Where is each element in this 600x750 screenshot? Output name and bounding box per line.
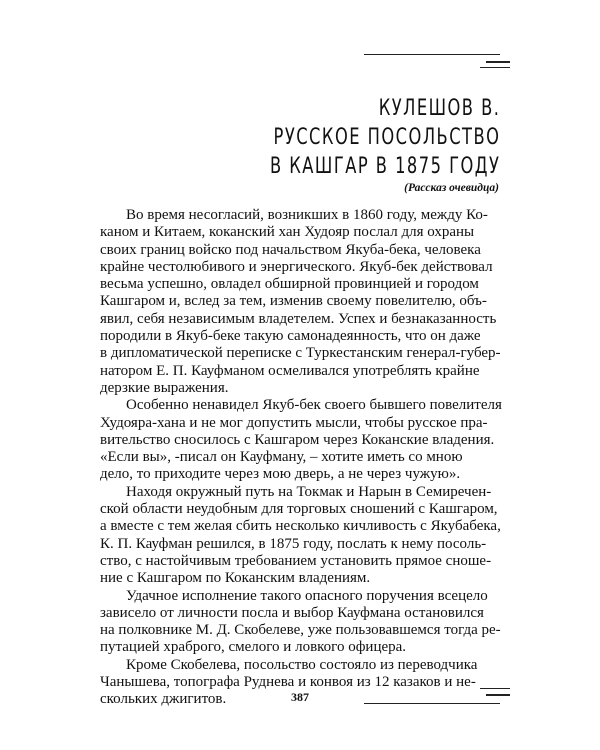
text-line: весьма успешно, овладел обширной провинцией и городом (100, 276, 479, 293)
text-line: Чанышева, топографа Руднева и конвоя из 12 казаков и не- (100, 674, 476, 691)
text-line: крайне честолюбивого и энергического. Якуб-бек действовал (100, 258, 493, 275)
paragraph-4 (100, 588, 500, 657)
top-rule-short-1 (486, 61, 510, 63)
text-line: К. П. Кауфман решился, в 1875 году, послать к нему посоль- (100, 535, 487, 552)
text-line: своих границ войско под начальством Якуба-бека, человека (100, 241, 481, 258)
text-line: дело, то приходите через мою дверь, а не через чужую». (100, 466, 461, 483)
paragraph-3 (100, 484, 500, 588)
text-line: «Если вы», -писал он Кауфману, – хотите иметь со мною (100, 449, 463, 466)
body-text (100, 207, 500, 709)
text-line: Кроме Скобелева, посольство состояло из переводчика (126, 656, 478, 673)
chapter-title (270, 94, 500, 181)
bottom-rule-short-1 (480, 688, 510, 689)
title-line-2: В КАШГАР В 1875 ГОДУ (269, 154, 500, 179)
text-line: Находя окружный путь на Токмак и Нарын в Семиречен- (126, 483, 492, 500)
text-line: явил, себя независимым владетелем. Успех и безнаказанность (100, 310, 497, 327)
text-line: Особенно ненавидел Якуб-бек своего бывшего повелителя (126, 397, 502, 414)
text-line: путацией храброго, смелого и ловкого офицера. (100, 639, 407, 656)
title-line-1: РУССКОЕ ПОСОЛЬСТВО (273, 125, 500, 150)
text-line: ской области неудобным для торговых сношений с Кашгаром, (100, 501, 498, 518)
text-line: каном и Китаем, коканский хан Худояр послал для охраны (100, 224, 475, 241)
text-line: зависело от личности посла и выбор Кауфмана остановился (100, 604, 484, 621)
text-line: Во время несогласий, возникших в 1860 году, между Ко- (126, 207, 488, 223)
text-line: ние с Кашгаром по Коканским владениям. (100, 570, 371, 587)
text-line: Удачное исполнение такого опасного поручения всецело (126, 587, 488, 604)
text-line: породили в Якуб-беке такую самонадеянность, что он даже (100, 328, 481, 345)
paragraph-2 (100, 397, 500, 483)
text-line: вительство сносилось с Кашгаром через Коканские владения. (100, 431, 495, 448)
text-line: Худояра-хана и не мог допустить мысли, чтобы русское пра- (100, 414, 488, 431)
paragraph-1 (100, 207, 500, 397)
text-line: натором Е. П. Кауфманом осмеливался употреблять крайне (100, 362, 480, 379)
top-rule-long (364, 54, 500, 55)
top-rule-short-2 (480, 67, 510, 68)
subtitle: (Рассказ очевидца) (404, 182, 499, 194)
page-number: 387 (291, 690, 309, 704)
text-line: а вместе с тем желая сбить несколько кичливость с Якубабека, (100, 518, 501, 535)
text-line: на полковнике М. Д. Скобелеве, уже пользовавшемся тогда ре- (100, 622, 501, 639)
text-line: Кашгаром и, вслед за тем, изменив своему повелителю, объ- (100, 293, 487, 310)
text-line: ство, с настойчивым требованием установить прямое сноше- (100, 552, 492, 569)
text-line: дерзкие выражения. (100, 379, 229, 396)
text-line: в дипломатической переписке с Туркестанским генерал-губер- (100, 345, 501, 362)
title-line-author: КУЛЕШОВ В. (378, 96, 500, 121)
text-line: скольких джигитов. (100, 691, 227, 708)
